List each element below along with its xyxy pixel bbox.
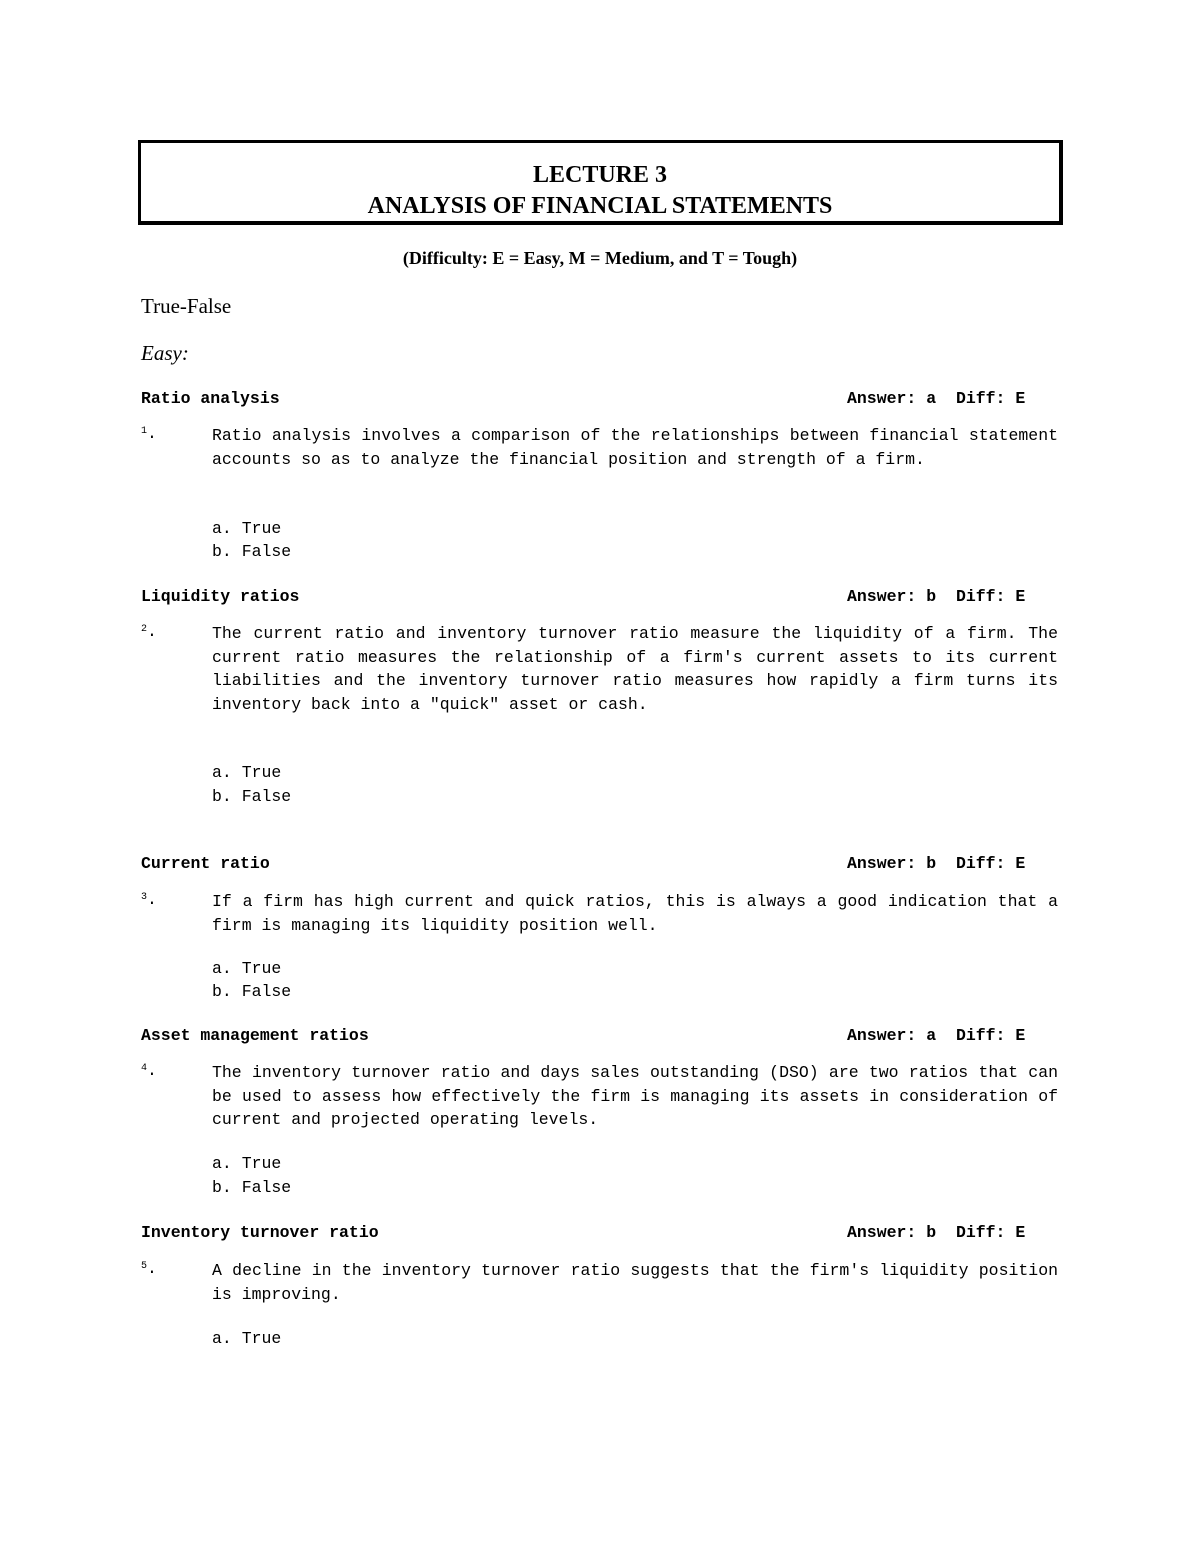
section-title: True-False (141, 294, 232, 318)
option-a: a. True (212, 959, 282, 978)
option-a: a. True (212, 1154, 282, 1173)
question-text: Ratio analysis involves a comparison of the relationships between financial statement accounts so as to analyze the financial position and strength of a firm. (212, 426, 1058, 469)
question-header (141, 1223, 1059, 1245)
question-meta: Answer: b Diff: E (847, 854, 1026, 873)
question-text: A decline in the inventory turnover ratio suggests that the firm's liquidity position is improving. (212, 1261, 1058, 1304)
option-b: b. False (212, 787, 292, 806)
question-number: $^5$. (141, 1259, 157, 1278)
option-a: a. True (212, 763, 282, 782)
answer-value: a (926, 1026, 937, 1045)
difficulty-legend: (Difficulty: E = Easy, M = Medium, and T = Tough) (402, 248, 798, 268)
question-header (141, 854, 1059, 876)
question-topic: Asset management ratios (141, 1026, 369, 1045)
question-header (141, 1026, 1059, 1048)
option-a: a. True (212, 1329, 282, 1348)
diff-value: E (1015, 1026, 1026, 1045)
question-topic: Ratio analysis (141, 389, 280, 408)
option-b: b. False (212, 982, 292, 1001)
question-header (141, 587, 1059, 609)
lecture-title: ANALYSIS OF FINANCIAL STATEMENTS (367, 193, 833, 219)
answer-value: a (926, 389, 937, 408)
diff-value: E (1015, 389, 1026, 408)
question-header (141, 389, 1059, 411)
question-meta: Answer: b Diff: E (847, 1223, 1026, 1242)
diff-value: E (1015, 587, 1026, 606)
question-text: The inventory turnover ratio and days sales outstanding (DSO) are two ratios that can be used to assess how effectively the firm is managing its assets in consideration of current and projected operating levels. (212, 1063, 1058, 1130)
answer-value: b (926, 1223, 937, 1242)
option-b: b. False (212, 1178, 292, 1197)
question-number: $^4$. (141, 1061, 157, 1080)
question-meta: Answer: b Diff: E (847, 587, 1026, 606)
answer-value: b (926, 587, 937, 606)
question-topic: Liquidity ratios (141, 587, 300, 606)
option-b: b. False (212, 542, 292, 561)
question-text: If a firm has high current and quick ratios, this is always a good indication that a firm is managing its liquidity position well. (212, 892, 1058, 935)
subsection-title: Easy: (141, 341, 189, 365)
question-topic: Current ratio (141, 854, 270, 873)
question-number: $^1$. (141, 424, 157, 443)
diff-value: E (1015, 1223, 1026, 1242)
question-topic: Inventory turnover ratio (141, 1223, 379, 1242)
question-meta: Answer: a Diff: E (847, 1026, 1026, 1045)
answer-value: b (926, 854, 937, 873)
question-number: $^2$. (141, 622, 157, 641)
lecture-number: LECTURE 3 (532, 162, 668, 188)
question-text: The current ratio and inventory turnover ratio measure the liquidity of a firm. The current ratio measures the relationship of a firm's current assets to its current liabilities and the inventory turnover ratio measures how rapidly a firm turns its inventory back into a "quick" asset or cash. (212, 624, 1058, 714)
option-a: a. True (212, 519, 282, 538)
lecture-title-box (138, 140, 1063, 225)
question-number: $^3$. (141, 890, 157, 909)
diff-value: E (1015, 854, 1026, 873)
question-meta: Answer: a Diff: E (847, 389, 1026, 408)
